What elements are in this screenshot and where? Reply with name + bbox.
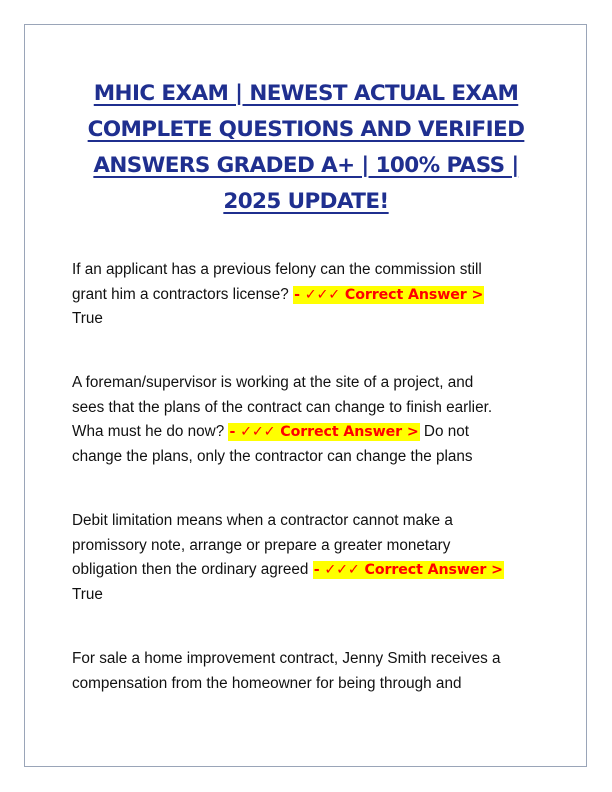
correct-answer-marker: - ✓✓✓ Correct Answer > [294,286,484,303]
qa-item-3 [72,509,552,607]
title-line: COMPLETE QUESTIONS AND VERIFIED [87,117,525,142]
answer-line: True [72,310,103,327]
correct-answer-marker: - ✓✓✓ Correct Answer > [229,424,419,440]
question-line: Wha must he do now? - ✓✓✓ Correct Answer > Do not [72,423,469,440]
correct-answer-marker: - ✓✓✓ Correct Answer > [313,562,503,578]
question-line: compensation from the homeowner for being through and [72,674,462,692]
answer-line: change the plans, only the contractor can change the plans [72,447,473,465]
question-line: For sale a home improvement contract, Jenny Smith receives a [72,650,501,667]
qa-item-2 [72,371,552,469]
question-line: sees that the plans of the contract can change to finish earlier. [72,398,493,416]
answer-text: Do not [423,423,469,440]
question-line: obligation then the ordinary agreed - ✓✓✓ Correct Answer > [72,561,503,578]
question-line: Debit limitation means when a contractor cannot make a [72,512,453,529]
document-title [60,76,552,220]
qa-item-4 [72,647,552,696]
question-line: promissory note, arrange or prepare a greater monetary [72,536,451,554]
title-line: ANSWERS GRADED A+ | 100% PASS | [93,153,519,178]
question-line: A foreman/supervisor is working at the site of a project, and [72,374,474,391]
answer-line: True [72,585,103,603]
question-line: If an applicant has a previous felony can the commission still [72,261,482,278]
title-line: MHIC EXAM | NEWEST ACTUAL EXAM [93,81,519,106]
title-line: 2025 UPDATE! [223,189,389,214]
question-line: grant him a contractors license? - ✓✓✓ Correct Answer > [72,285,484,303]
qa-item-1 [72,258,552,332]
